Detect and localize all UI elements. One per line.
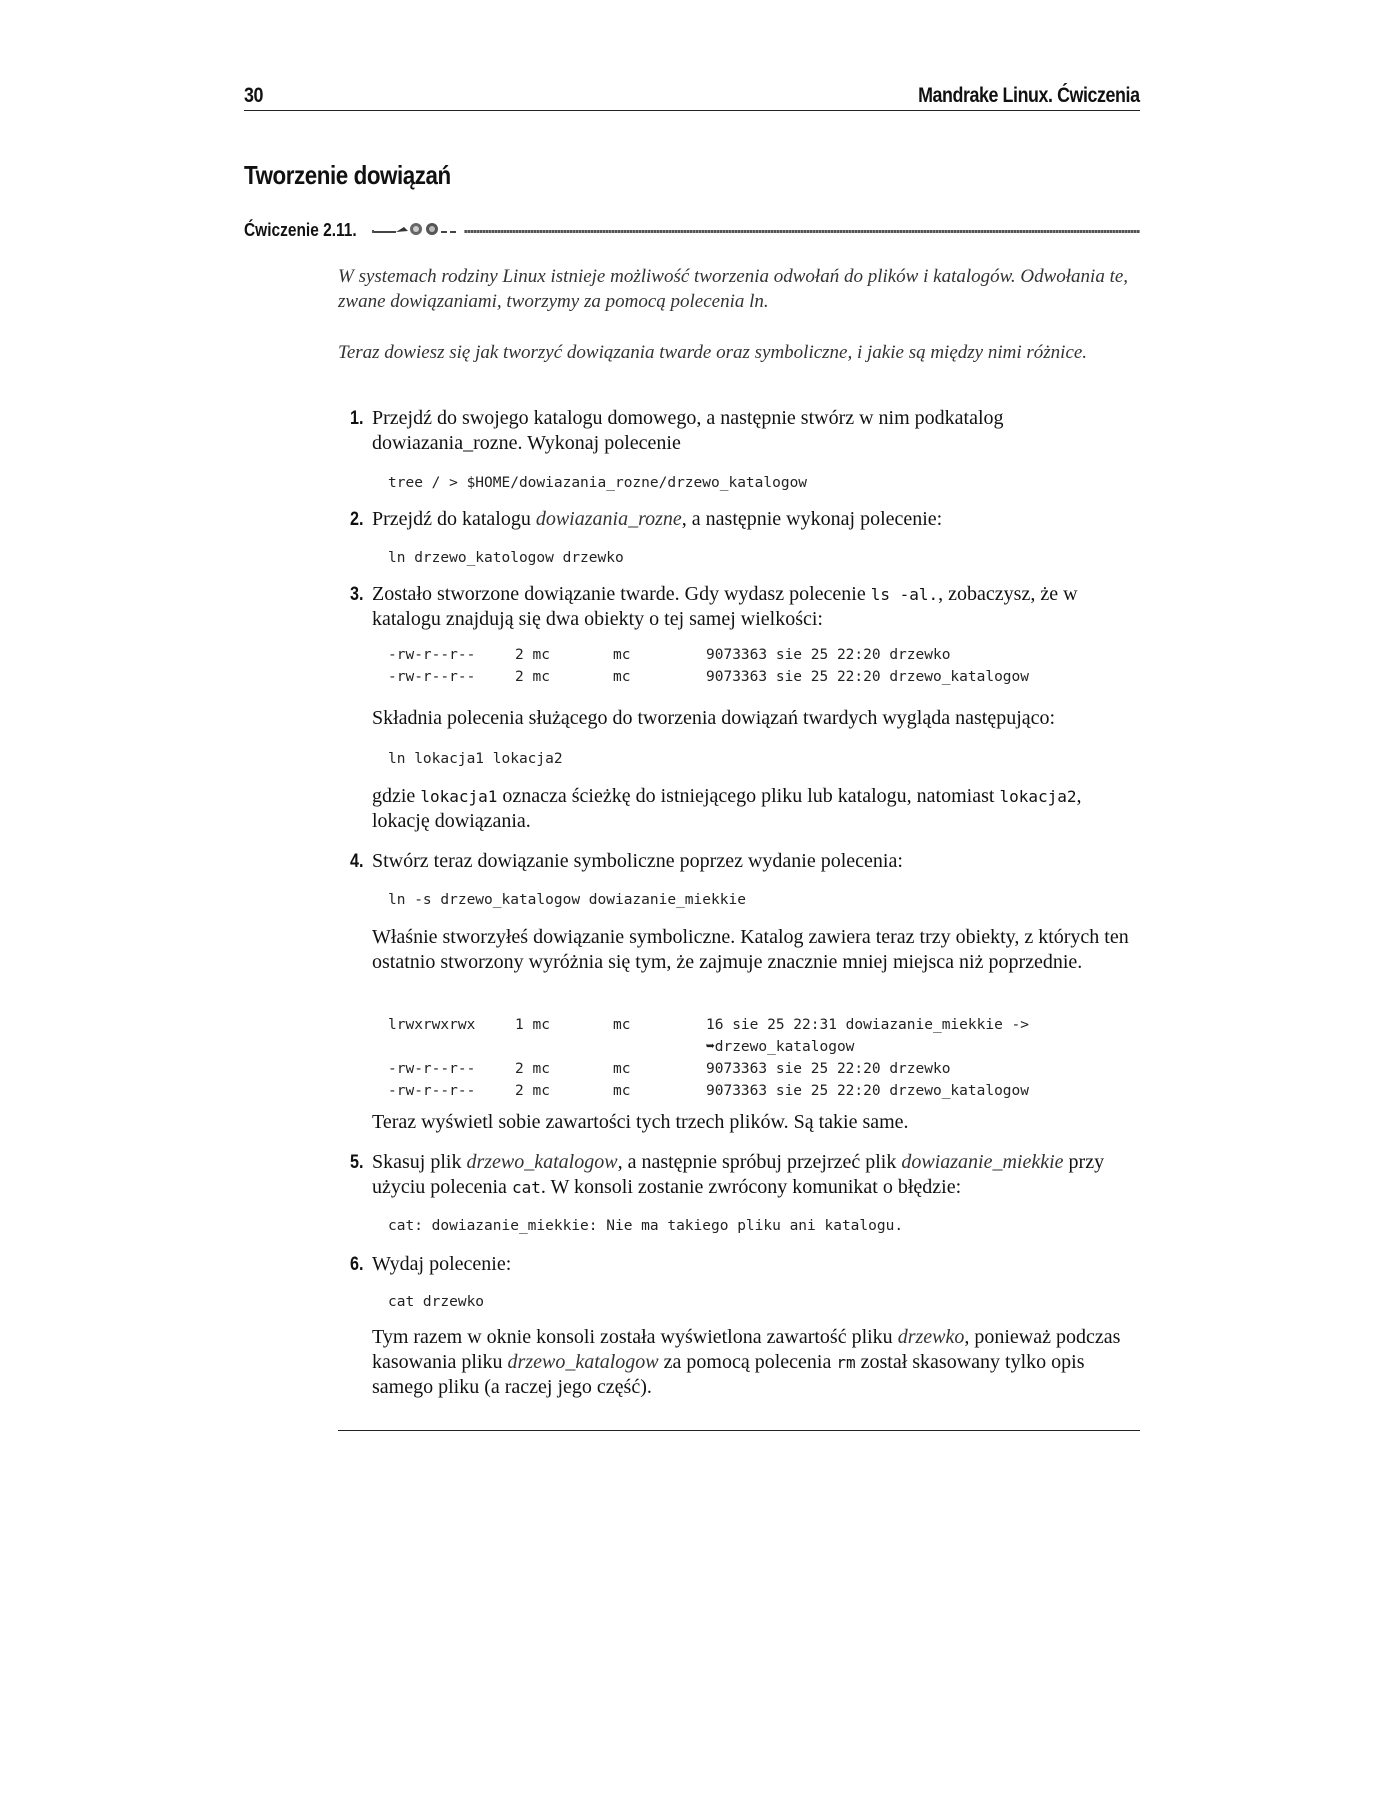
step-text: Wydaj polecenie: xyxy=(372,1253,512,1275)
book-title: Mandrake Linux. Ćwiczenia xyxy=(918,84,1140,107)
step-5 xyxy=(352,1150,1142,1200)
step-text: Skasuj plik drzewo_katalogow, a następnie spróbuj przejrzeć plik dowiazanie_miekkie przy użyciu polecenia cat. W konsoli zostanie zwrócony komunikat o błędzie: xyxy=(372,1151,1105,1198)
step-number: 3. xyxy=(350,584,364,605)
exercise-heading xyxy=(244,216,1140,240)
page-number: 30 xyxy=(244,84,264,107)
listing-row: -rw-r--r-- 2 mc mc 9073363 sie 25 22:20 drzewo_katalogow xyxy=(388,669,1030,685)
section-title: Tworzenie dowiązań xyxy=(244,160,451,190)
error-message: cat: dowiazanie_miekkie: Nie ma takiego pliku ani katalogu. xyxy=(388,1218,904,1234)
exercise-label: Ćwiczenie 2.11. xyxy=(244,220,357,240)
code-block: ln lokacja1 lokacja2 xyxy=(388,751,563,767)
syntax-description: Składnia polecenia służącego do tworzenia dowiązań twardych wygląda następująco: xyxy=(372,707,1056,729)
listing-row: lrwxrwxrwx 1 mc mc 16 sie 25 22:31 dowiazanie_miekkie -> xyxy=(388,1017,1030,1033)
step-2 xyxy=(352,507,1142,532)
directory-name: dowiazania_rozne xyxy=(535,508,682,530)
code-block: ln -s drzewo_katalogow dowiazanie_miekkie xyxy=(388,892,746,908)
listing-row: -rw-r--r-- 2 mc mc 9073363 sie 25 22:20 drzewo_katalogow xyxy=(388,1083,1030,1099)
step-text: Przejdź do katalogu dowiazania_rozne, a następnie wykonaj polecenie: xyxy=(372,508,943,530)
step-number: 2. xyxy=(350,509,364,530)
step-number: 1. xyxy=(350,408,364,429)
step-4-closing: Teraz wyświetl sobie zawartości tych trzech plików. Są takie same. xyxy=(372,1111,909,1133)
exercise-divider xyxy=(372,230,1140,233)
step-4-description: Właśnie stworzyłeś dowiązanie symboliczne. Katalog zawiera teraz trzy obiekty, z których ten ostatnio stworzony wyróżnia się tym, że zajmuje znacznie mniej miejsca niż poprzednie. xyxy=(372,926,1129,973)
step-6-result: Tym razem w oknie konsoli została wyświetlona zawartość pliku drzewko, ponieważ podczas kasowania pliku drzewo_katalogow za pomocą polecenia rm został skasowany tylko opis samego pliku (a raczej jego część). xyxy=(372,1326,1121,1398)
step-3 xyxy=(352,582,1142,632)
code-block: ln drzewo_katologow drzewko xyxy=(388,550,624,566)
code-block: tree / > $HOME/dowiazania_rozne/drzewo_katalogow xyxy=(388,475,808,491)
file-listing xyxy=(388,1014,1029,1102)
listing-row: -rw-r--r-- 2 mc mc 9073363 sie 25 22:20 drzewko xyxy=(388,647,951,663)
step-text: Przejdź do swojego katalogu domowego, a następnie stwórz w nim podkatalog dowiazania_rozne. Wykonaj polecenie xyxy=(372,407,1004,454)
file-listing xyxy=(388,644,1029,688)
step-number: 5. xyxy=(350,1152,364,1173)
step-4 xyxy=(352,849,1142,874)
code-block: cat drzewko xyxy=(388,1294,485,1310)
exercise-ornament-icon xyxy=(374,218,464,240)
step-text: Zostało stworzone dowiązanie twarde. Gdy wydasz polecenie ls -al., zobaczysz, że w katalogu znajdują się dwa obiekty o tej samej wielkości: xyxy=(372,583,1078,630)
step-1 xyxy=(352,406,1142,456)
syntax-explanation: gdzie lokacja1 oznacza ścieżkę do istniejącego pliku lub katalogu, natomiast lokacja2, lokację dowiązania. xyxy=(372,785,1082,832)
step-number: 4. xyxy=(350,851,364,872)
section-end-divider xyxy=(338,1430,1140,1431)
page-header xyxy=(244,84,1140,111)
step-text: Stwórz teraz dowiązanie symboliczne poprzez wydanie polecenia: xyxy=(372,850,903,872)
step-6 xyxy=(352,1252,1142,1277)
intro-paragraph-2: Teraz dowiesz się jak tworzyć dowiązania twarde oraz symboliczne, i jakie są między nimi różnice. xyxy=(338,342,1088,363)
step-number: 6. xyxy=(350,1254,364,1275)
intro-paragraph-1: W systemach rodziny Linux istnieje możliwość tworzenia odwołań do plików i katalogów. Odwołania te, zwane dowiązaniami, tworzymy za pomocą polecenia ln. xyxy=(338,266,1129,312)
listing-row: ➥drzewo_katalogow xyxy=(706,1039,855,1055)
inline-command: ls -al. xyxy=(870,585,939,604)
listing-row: -rw-r--r-- 2 mc mc 9073363 sie 25 22:20 drzewko xyxy=(388,1061,951,1077)
